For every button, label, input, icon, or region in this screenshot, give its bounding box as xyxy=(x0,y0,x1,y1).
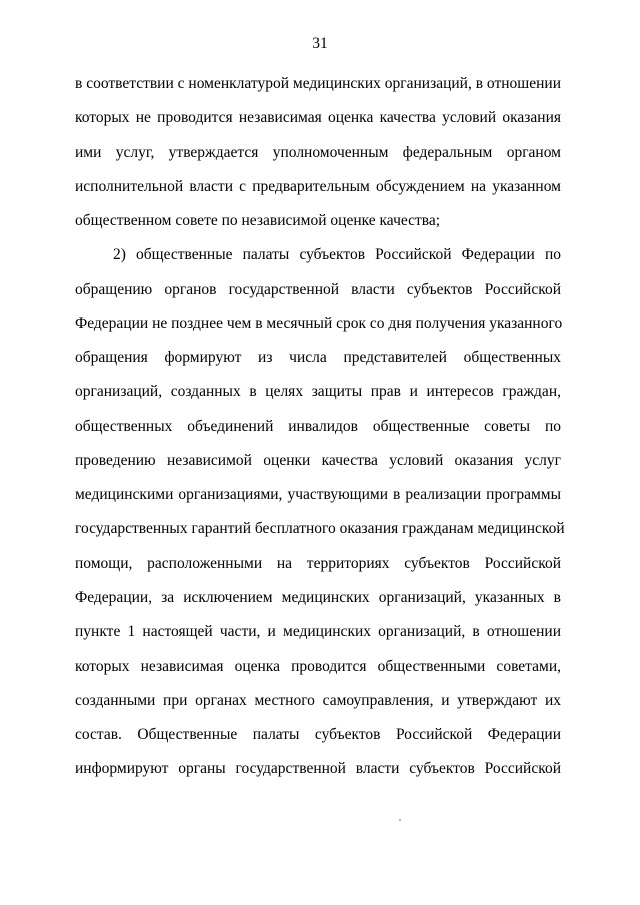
text-line: которых независимая оценка проводится общественными советами, xyxy=(75,658,561,675)
text-line: информируют органы государственной власти субъектов Российской xyxy=(75,760,561,777)
text-line: ими услуг, утверждается уполномоченным федеральным органом xyxy=(75,144,561,161)
text-line: пункте 1 настоящей части, и медицинских организаций, в отношении xyxy=(75,623,561,640)
text-line: общественных объединений инвалидов общественные советы по xyxy=(75,418,561,435)
text-line: в соответствии с номенклатурой медицинских организаций, в отношении xyxy=(75,75,561,92)
text-line: общественном совете по независимой оценке качества; xyxy=(75,212,441,229)
text-line: обращения формируют из числа представителей общественных xyxy=(75,349,561,366)
text-line: состав. Общественные палаты субъектов Российской Федерации xyxy=(75,726,561,743)
text-line: организаций, созданных в целях защиты прав и интересов граждан, xyxy=(75,383,561,400)
text-line: Федерации не позднее чем в месячный срок со дня получения указанного xyxy=(75,315,563,332)
paragraph-start-line: 2) общественные палаты субъектов Российской Федерации по xyxy=(113,246,561,263)
text-line: помощи, расположенными на территориях субъектов Российской xyxy=(75,555,561,572)
text-line: государственных гарантий бесплатного оказания гражданам медицинской xyxy=(75,520,565,537)
text-line: Федерации, за исключением медицинских организаций, указанных в xyxy=(75,589,561,606)
text-line: которых не проводится независимая оценка качества условий оказания xyxy=(75,109,561,126)
text-line: созданными при органах местного самоуправления, и утверждают их xyxy=(75,692,561,709)
page-number: 31 xyxy=(312,35,328,52)
text-line: исполнительной власти с предварительным обсуждением на указанном xyxy=(75,178,561,195)
scan-speck xyxy=(399,819,401,821)
text-line: медицинскими организациями, участвующими в реализации программы xyxy=(75,486,561,503)
text-line: проведению независимой оценки качества условий оказания услуг xyxy=(75,452,561,469)
text-line: обращению органов государственной власти субъектов Российской xyxy=(75,281,561,298)
